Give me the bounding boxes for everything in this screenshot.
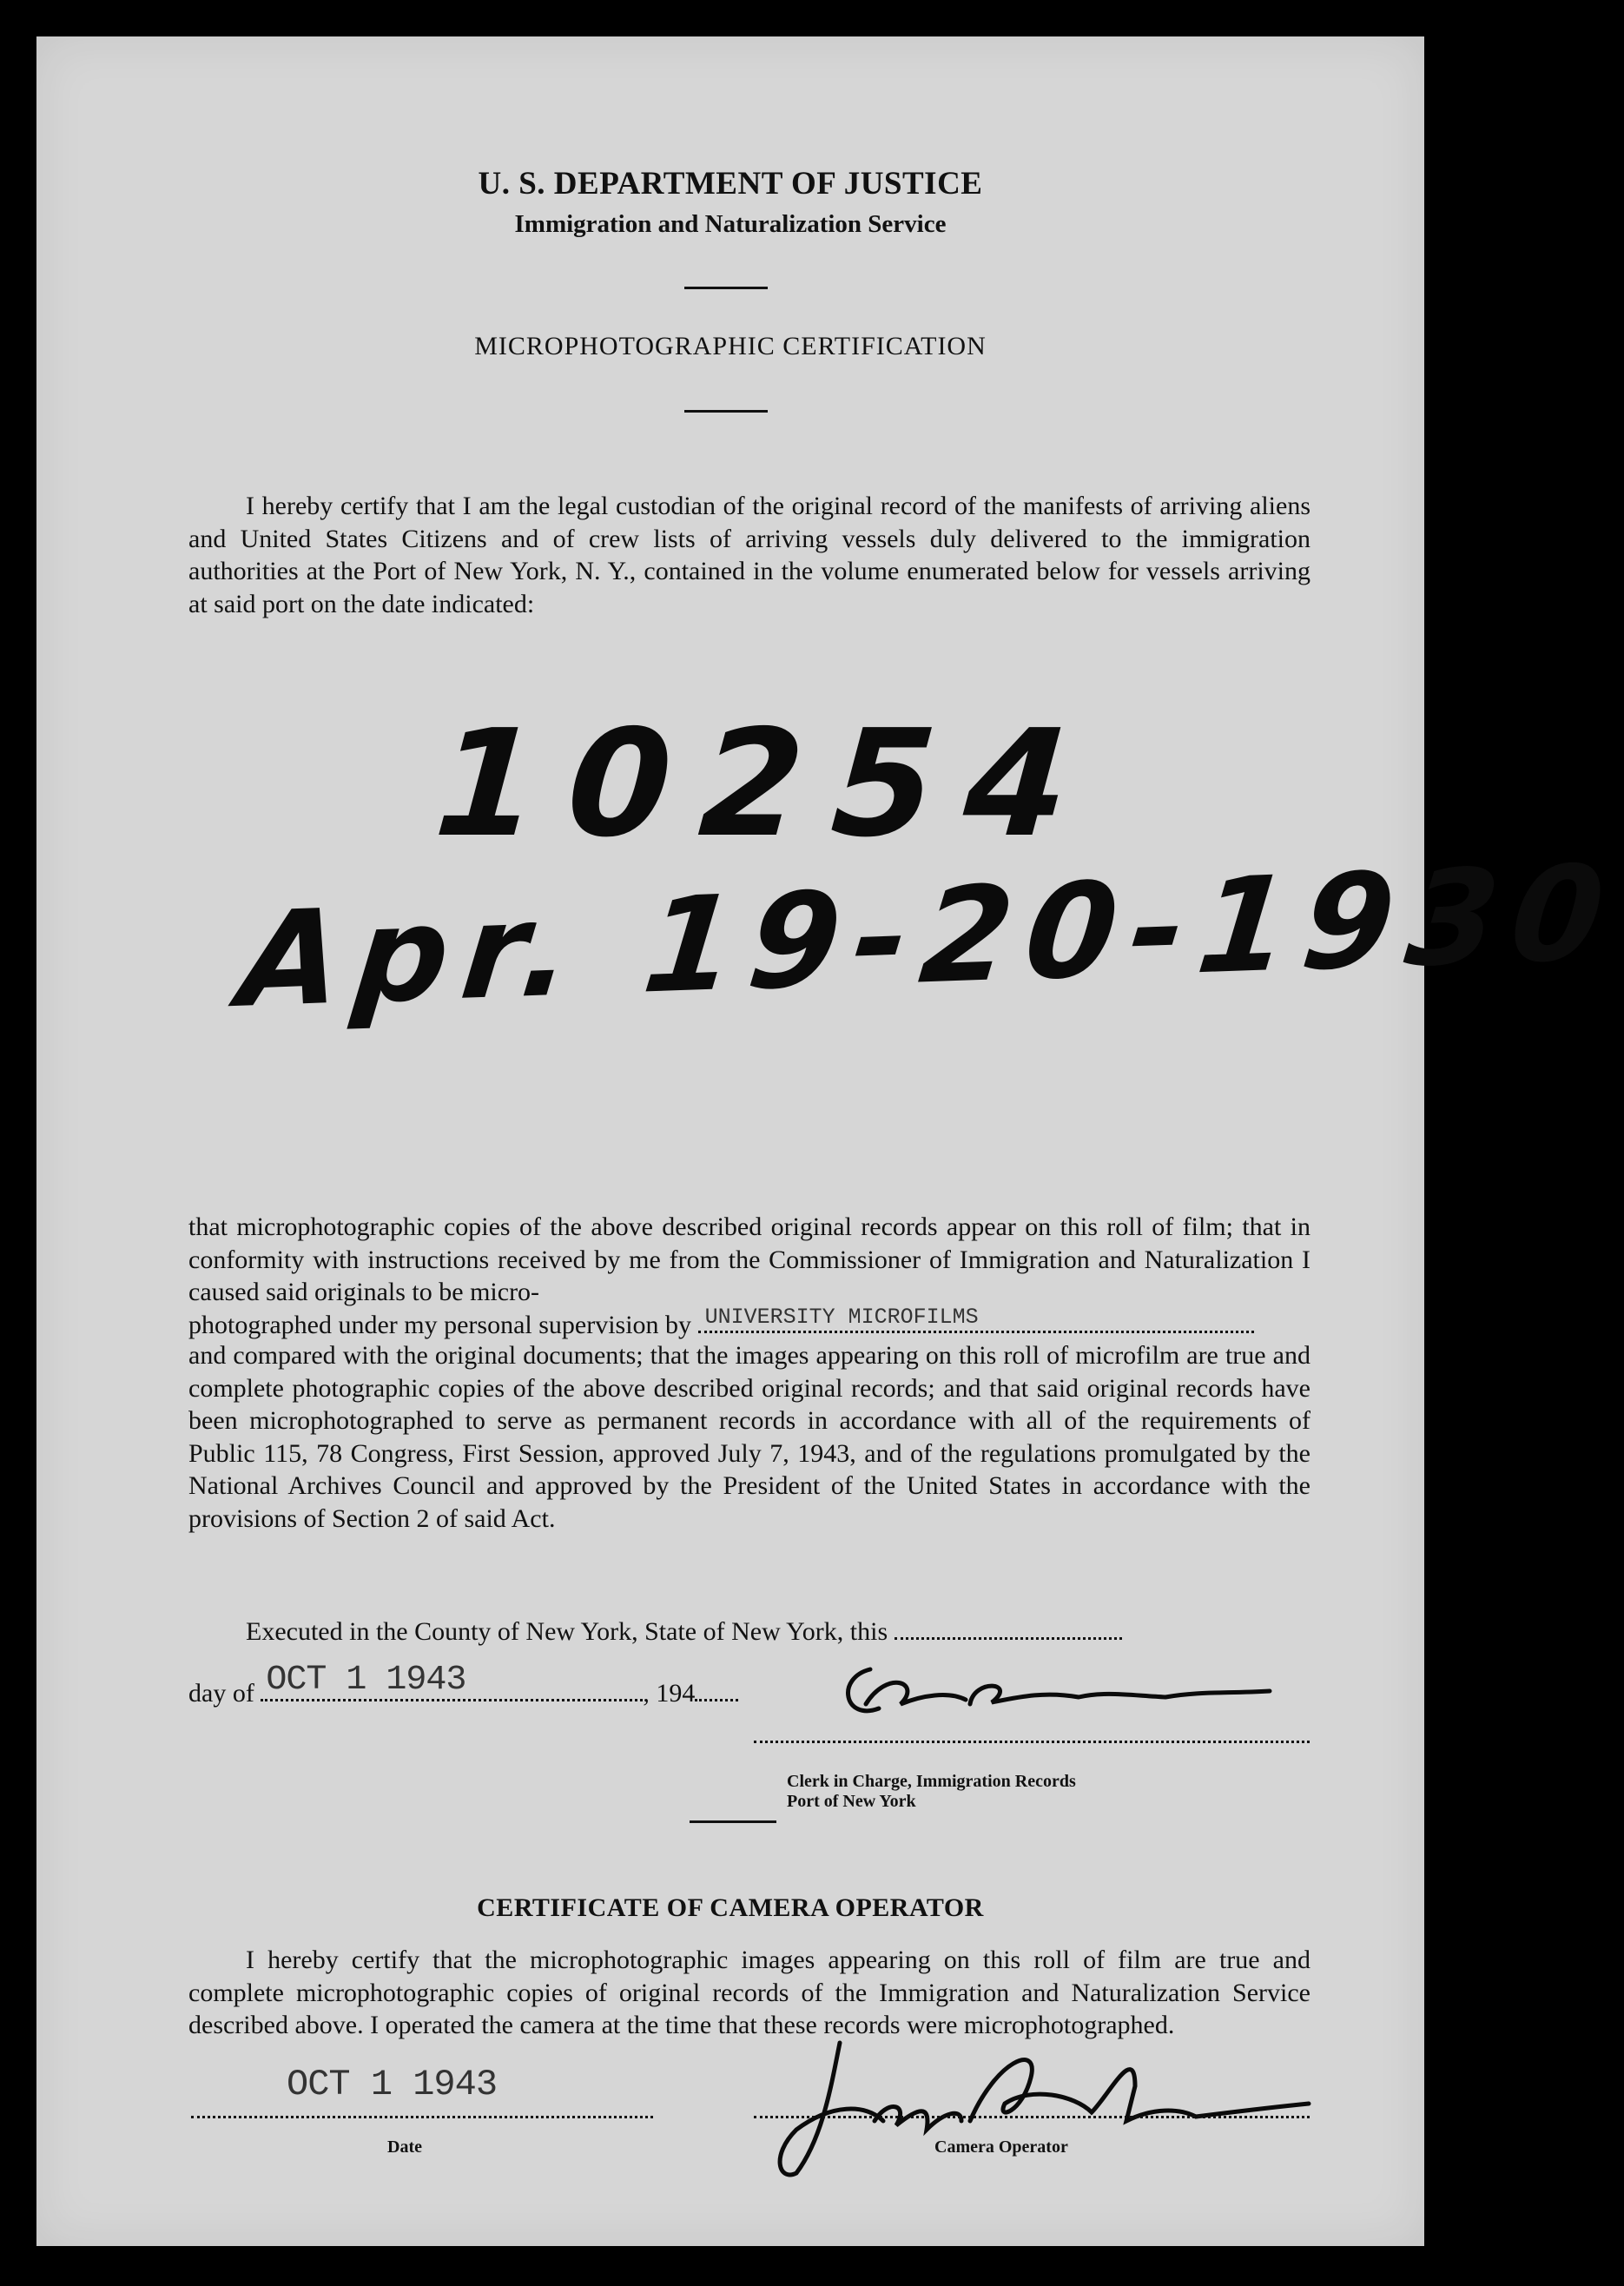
certification-title: MICROPHOTOGRAPHIC CERTIFICATION: [474, 332, 987, 360]
volume-number-handwritten: 10254: [430, 698, 1104, 870]
operator-date-stamp: OCT 1 1943: [287, 2064, 498, 2105]
camera-operator-signature: [744, 1991, 1317, 2190]
certification-intro: I hereby certify that I am the legal custodian of the original record of the manifests of arriving aliens and United States Citizens and of crew lists of arriving vessels duly delivered to the immigration authorities at the Port of New York, N. Y., contained in the volume enumerated below for vessels arriving at said port on the date indicated:: [188, 492, 1310, 618]
certification-body-part2: and compared with the original documents; that the images appearing on this roll of microfilm are true and complete photographic copies of the above described original records; and that said original records have been microphotographed to serve as permanent records in accordance with all of the requirements of Public 115, 78 Congress, First Session, approved July 7, 1943, and of the regulations promulgated by the National Archives Council and approved by the President of the United States in accordance with the provisions of Section 2 of said Act.: [188, 1341, 1310, 1533]
clerk-title-line2: Port of New York: [787, 1792, 916, 1811]
certification-body-part1: that microphotographic copies of the above described original records appear on this roll of film; that in conformity with instructions received by me from the Commissioner of Immigration and Naturalization I caused said originals to be micro-: [188, 1212, 1310, 1306]
executed-day-field: [895, 1615, 1122, 1640]
executed-date-field: [261, 1661, 643, 1701]
agency-heading: U. S. DEPARTMENT OF JUSTICE: [478, 166, 983, 202]
service-subheading: Immigration and Naturalization Service: [514, 210, 947, 238]
supervisor-typed: UNIVERSITY MICROFILMS: [704, 1305, 979, 1330]
supervision-line: [188, 1305, 1254, 1342]
operator-date-field: [191, 2064, 653, 2118]
divider: [684, 410, 768, 413]
executed-text: Executed in the County of New York, State of New York, this: [246, 1617, 888, 1646]
camera-operator-signature-line: [754, 2093, 1310, 2118]
camera-operator-label: Camera Operator: [934, 2137, 1068, 2157]
day-of-line: [188, 1661, 738, 1710]
clerk-title-line1: Clerk in Charge, Immigration Records: [787, 1772, 1076, 1791]
volume-date-handwritten: Apr. 19-20-1930: [233, 836, 1624, 1038]
supervision-prefix: photographed under my personal supervision by: [188, 1311, 692, 1339]
divider: [684, 287, 768, 289]
divider: [690, 1820, 776, 1823]
camera-operator-title: CERTIFICATE OF CAMERA OPERATOR: [477, 1893, 984, 1922]
date-label: Date: [387, 2137, 422, 2157]
day-of-label: day of: [188, 1679, 254, 1708]
clerk-signature-line: [754, 1718, 1310, 1743]
executed-date-stamp: OCT 1 1943: [266, 1661, 466, 1700]
supervisor-field: [698, 1305, 1254, 1333]
year-prefix: , 194: [643, 1679, 696, 1708]
certificate-sheet: [36, 36, 1624, 2246]
camera-operator-text: I hereby certify that the microphotographic images appearing on this roll of film are true and complete microphotographic copies of original records of the Immigration and Naturalization Service described above. I operated the camera at the time that these records were microphotographed.: [188, 1946, 1310, 2039]
year-field: [695, 1676, 738, 1701]
